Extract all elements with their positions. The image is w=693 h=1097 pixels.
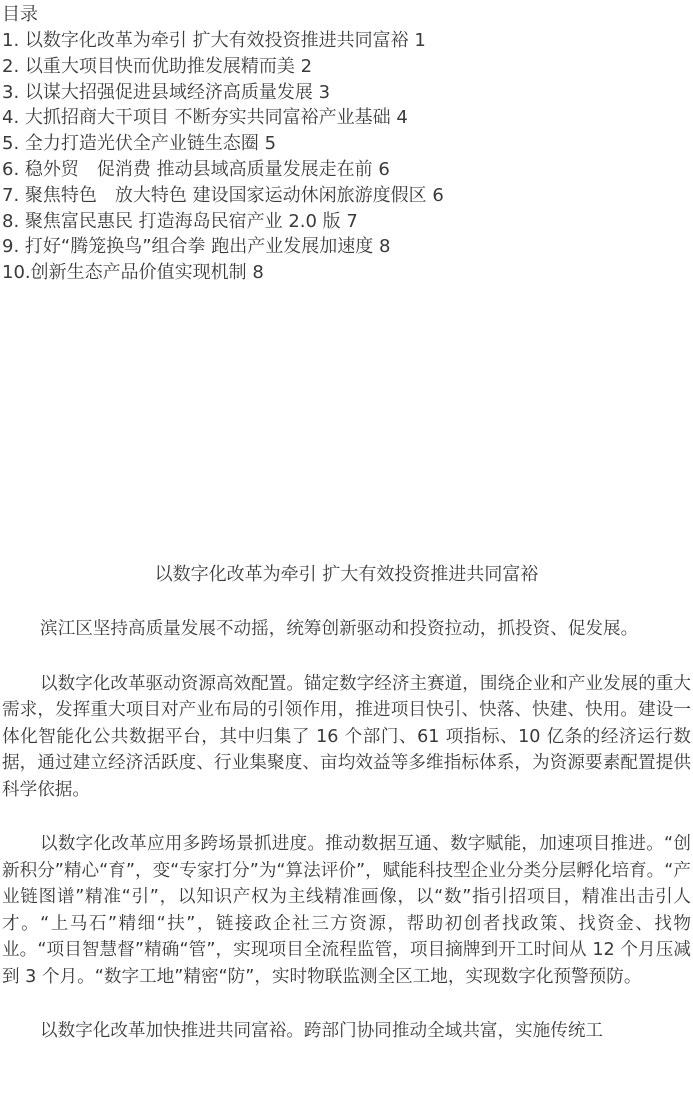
toc-item[interactable]: 6. 稳外贸 促消费 推动县域高质量发展走在前 6 [2,158,390,180]
article-paragraph: 以数字化改革驱动资源高效配置。锚定数字经济主赛道，围绕企业和产业发展的重大需求，发挥重大项目对产业布局的引领作用，推进项目快引、快落、快建、快用。建设一体化智能化公共数据平台，其中归集了 16 个部门、61 项指标、10 亿条的经济运行数据，通过建立经济活跃度、行业集聚度、亩均效益等多维指标体系，为资源要素配置提供科学依据。 [2,673,691,800]
toc-heading: 目录 [2,4,38,25]
toc-item[interactable]: 7. 聚焦特色 放大特色 建设国家运动休闲旅游度假区 6 [2,184,444,206]
toc-item[interactable]: 1. 以数字化改革为牵引 扩大有效投资推进共同富裕 1 [2,30,426,51]
toc-item[interactable]: 2. 以重大项目快而优助推发展精而美 2 [2,55,313,77]
article-title: 以数字化改革为牵引 扩大有效投资推进共同富裕 [154,564,539,585]
toc-list [2,28,690,286]
article-paragraph: 以数字化改革加快推进共同富裕。跨部门协同推动全域共富，实施传统工 [40,1021,604,1041]
toc-item[interactable]: 9. 打好“腾笼换鸟”组合拳 跑出产业发展加速度 8 [2,236,391,258]
article-section [0,562,693,1073]
toc-item[interactable]: 5. 全力打造光伏全产业链生态圈 5 [2,133,277,155]
toc-item[interactable]: 4. 大抓招商大干项目 不断夯实共同富裕产业基础 4 [2,107,408,129]
toc-item[interactable]: 10.创新生态产品价值实现机制 8 [2,262,264,284]
toc-item[interactable]: 3. 以谋大招强促进县域经济高质量发展 3 [2,81,331,103]
table-of-contents [2,2,690,286]
article-paragraph: 以数字化改革应用多跨场景抓进度。推动数据互通、数字赋能，加速项目推进。“创新积分”精心“育”，变“专家打分”为“算法评价”，赋能科技型企业分类分层孵化培育。“产业链图谱”精准“引”，以知识产权为主线精准画像，以“数”指引招项目，精准出击引人才。“上马石”精细“扶”，链接政企社三方资源，帮助初创者找政策、找资金、找物业。“项目智慧督”精确“管”，实现项目全流程监管，项目摘牌到开工时间从 12 个月压减到 3 个月。“数字工地”精密“防”，实时物联监测全区工地，实现数字化预警预防。 [2,834,691,987]
article-paragraph: 滨江区坚持高质量发展不动摇，统筹创新驱动和投资拉动，抓投资、促发展。 [40,619,639,639]
toc-item[interactable]: 8. 聚焦富民惠民 打造海岛民宿产业 2.0 版 7 [2,210,358,232]
